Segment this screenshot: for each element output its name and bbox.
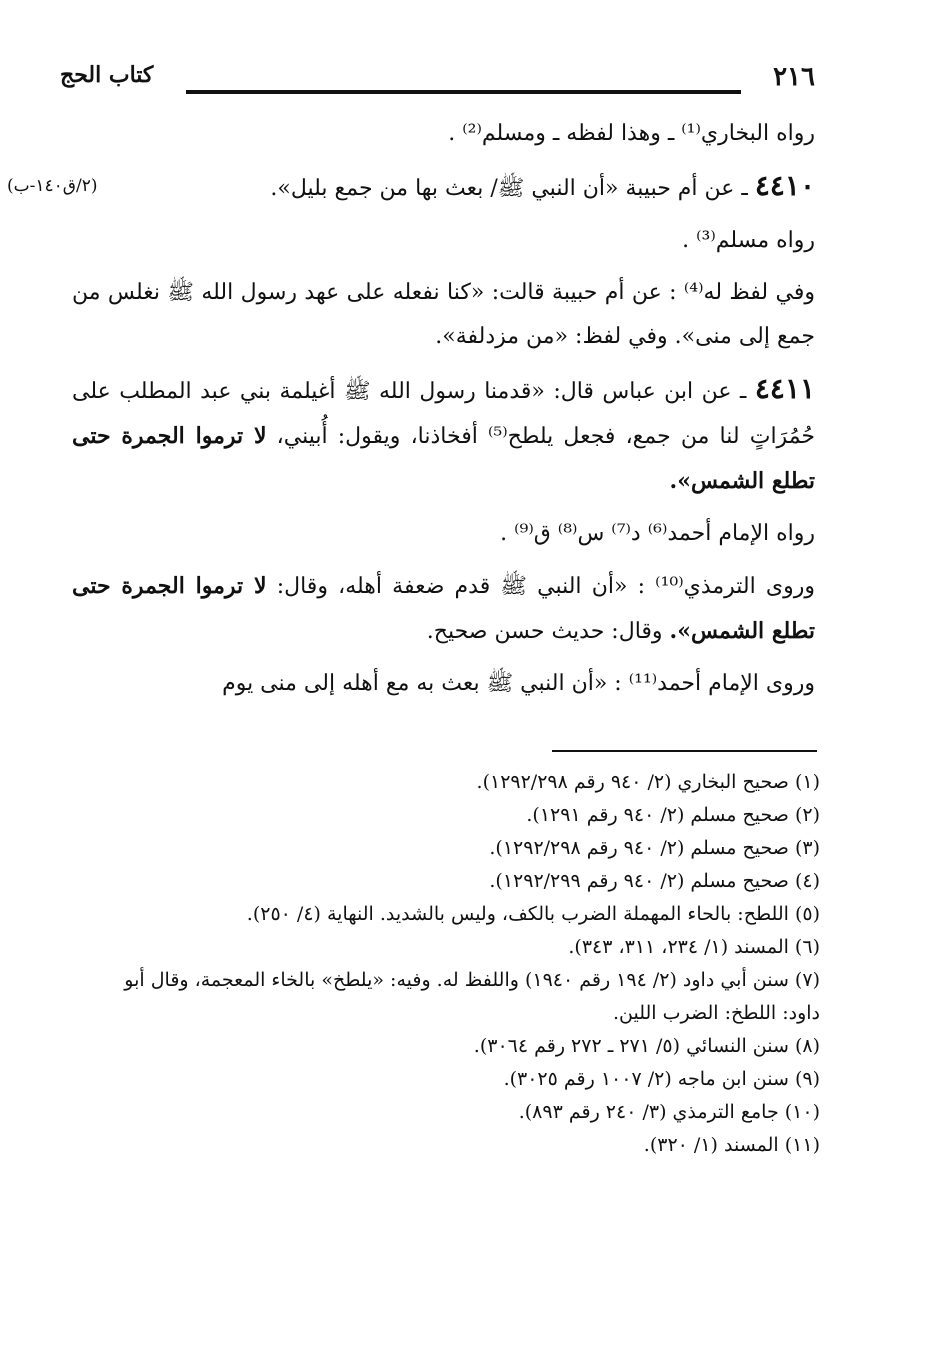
paragraph-muslim: رواه مسلم⁽³⁾ . (682, 228, 815, 253)
hadith-text: ـ عن ابن عباس قال: «قدمنا رسول الله ﷺ أغيلمة بني عبد المطلب على حُمُرَاتٍ لنا من جمع، فجعل يلطح⁽⁵⁾ أفخاذنا، ويقول: أُبيني، (72, 379, 816, 449)
tirmidhi-bold-text: لا ترموا الجمرة حتى تطلع الشمس». (72, 573, 815, 644)
paragraph-narrators: رواه الإمام أحمد⁽⁶⁾ د⁽⁷⁾ س⁽⁸⁾ ق⁽⁹⁾ . (500, 521, 815, 546)
book-title: كتاب الحج (60, 62, 154, 88)
footnotes (85, 766, 820, 1162)
paragraph-bukhari: رواه البخاري⁽¹⁾ ـ وهذا لفظه ـ ومسلم⁽²⁾ . (448, 121, 815, 146)
main-text (7, 112, 816, 714)
hadith-text: ـ عن أم حبيبة «أن النبي ﷺ/ بعث بها من جمع بليل». (270, 176, 748, 201)
footnote: (٩) سنن ابن ماجه (٢/ ١٠٠٧ رقم ٣٠٢٥). (503, 1068, 820, 1090)
footnote: (٨) سنن النسائي (٥/ ٢٧١ ـ ٢٧٢ رقم ٣٠٦٤). (473, 1035, 820, 1057)
manuscript-margin-note: (٢/ق١٤٠-ب) (7, 176, 98, 196)
page-header (60, 62, 815, 106)
hadith-4410 (7, 164, 815, 211)
footnote: (٤) صحيح مسلم (٢/ ٩٤٠ رقم ١٢٩٢/٢٩٩). (489, 870, 820, 892)
footnote: (١١) المسند (١/ ٣٢٠). (643, 1134, 820, 1156)
hadith-number: ٤٤١١ (754, 372, 816, 405)
footnote: (١) صحيح البخاري (٢/ ٩٤٠ رقم ١٢٩٢/٢٩٨). (476, 771, 820, 793)
footnote: (٢) صحيح مسلم (٢/ ٩٤٠ رقم ١٢٩١). (526, 804, 820, 826)
footnote: (٣) صحيح مسلم (٢/ ٩٤٠ رقم ١٢٩٢/٢٩٨). (489, 837, 820, 859)
footnote: (٧) سنن أبي داود (٢/ ١٩٤ رقم ١٩٤٠) واللفظ له. وفيه: «يلطخ» بالخاء المعجمة، وقال أبو داود: اللطخ: الضرب اللين. (124, 969, 820, 1024)
page-number: ٢١٦ (773, 62, 815, 92)
hadith-bold-text: لا ترموا الجمرة حتى تطلع الشمس». (72, 423, 815, 494)
hadith-4411 (72, 367, 815, 504)
tirmidhi-text: وروى الترمذي⁽¹⁰⁾ : «أن النبي ﷺ قدم ضعفة أهله، وقال: (276, 574, 816, 599)
paragraph-tirmidhi (72, 564, 815, 654)
paragraph-ahmad: وروى الإمام أحمد⁽¹¹⁾ : «أن النبي ﷺ بعث به مع أهله إلى منى يوم (222, 671, 815, 696)
footnote: (١٠) جامع الترمذي (٣/ ٢٤٠ رقم ٨٩٣). (518, 1101, 820, 1123)
footnote-divider (552, 750, 817, 752)
hadith-number: ٤٤١٠ (754, 169, 815, 202)
tirmidhi-tail: وقال: حديث حسن صحيح. (426, 619, 663, 644)
header-rule (186, 90, 741, 94)
footnote: (٥) اللطح: بالحاء المهملة الضرب بالكف، وليس بالشديد. النهاية (٤/ ٢٥٠). (246, 903, 820, 925)
footnote: (٦) المسند (١/ ٢٣٤، ٣١١، ٣٤٣). (568, 936, 820, 958)
paragraph-variant: وفي لفظ له⁽⁴⁾ : عن أم حبيبة قالت: «كنا نفعله على عهد رسول الله ﷺ نغلس من جمع إلى منى». وفي لفظ: «من مزدلفة». (72, 280, 815, 349)
